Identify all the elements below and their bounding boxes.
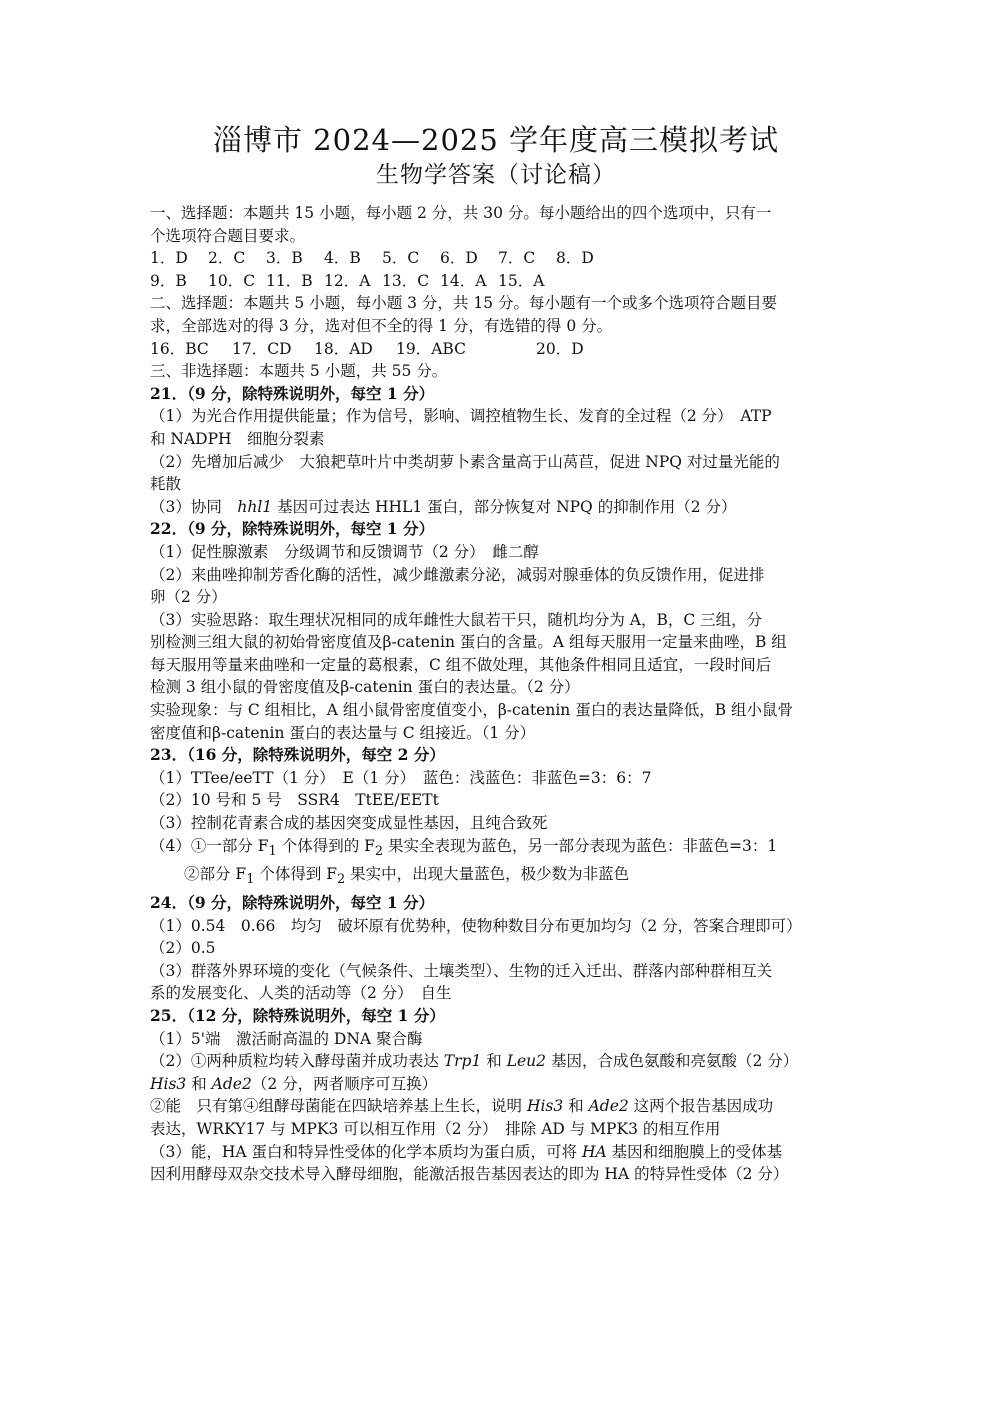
answer-19: 19．ABC [396, 339, 466, 358]
answer-12: 12．A [324, 271, 371, 290]
gene-name: Leu2 [506, 1052, 547, 1071]
mc-answers-row-2 [150, 270, 844, 293]
q22-part3-cont-3: 检测 3 组小鼠的骨密度值及β-catenin 蛋白的表达量。（2 分） [150, 678, 580, 697]
answer-17: 17．CD [232, 339, 292, 358]
q23-part2: （2）10 号和 5 号 SSR4 TtEE/EETt [150, 791, 439, 810]
q21-part3-post: 基因可过表达 HHL1 蛋白，部分恢复对 NPQ 的抑制作用（2 分） [272, 497, 737, 516]
answer-3: 3．B [266, 249, 303, 268]
mc-answers-row-1 [150, 247, 844, 270]
q23-part1: （1）TTee/eeTT（1 分） E（1 分） 蓝色：浅蓝色：非蓝色=3：6：7 [150, 768, 652, 787]
section1-heading-cont: 个选项符合题目要求。 [150, 226, 306, 245]
q24-part2: （2）0.5 [150, 939, 216, 958]
q22-part1: （1）促性腺激素 分级调节和反馈调节（2 分） 雌二醇 [150, 542, 539, 561]
q23-part3: （3）控制花青素合成的基因突变成显性基因，且纯合致死 [150, 814, 548, 833]
q23-part4b-text-a: ②部分 F [184, 865, 247, 884]
answer-7: 7．C [498, 249, 536, 268]
section3-heading: 三、非选择题：本题共 5 小题，共 55 分。 [150, 362, 448, 381]
gene-name: HA [581, 1142, 607, 1161]
answer-6: 6．D [440, 249, 478, 268]
q25-part2 [150, 1050, 844, 1073]
section2-heading: 二、选择题：本题共 5 小题，每小题 3 分，共 15 分。每小题有一个或多个选项符合题目要 [150, 294, 778, 313]
q23-part4-text-b: 个体得到的 F [276, 836, 375, 855]
subscript: 2 [374, 843, 384, 859]
gene-name: Trp1 [443, 1052, 482, 1071]
q23-part4 [150, 835, 844, 864]
q21-part3 [150, 496, 844, 519]
answer-20: 20．D [536, 339, 584, 358]
q25-part3-text-b: 基因和细胞膜上的受体基 [606, 1142, 783, 1161]
q25-part2-second-cont: 表达，WRKY17 与 MPK3 可以相互作用（2 分） 排除 AD 与 MPK3 的相互作用 [150, 1119, 721, 1138]
q21-part1: （1）为光合作用提供能量；作为信号，影响、调控植物生长、发育的全过程（2 分） ATP [150, 407, 772, 426]
q25-part2b-text-c: 这两个报告基因成功 [628, 1097, 774, 1116]
q23-heading: 23．（16 分，除特殊说明外，每空 2 分） [150, 745, 445, 765]
q24-part3-cont: 系的发展变化、人类的活动等（2 分） 自生 [150, 984, 452, 1003]
gene-name: Ade2 [588, 1097, 629, 1116]
gene-name: His3 [150, 1074, 187, 1093]
answer-10: 10．C [208, 271, 256, 290]
q25-part2-genes [150, 1073, 844, 1096]
q21-part1-cont: 和 NADPH 细胞分裂素 [150, 429, 325, 448]
q25-part3 [150, 1141, 844, 1164]
q23-part4-text-c: 果实全表现为蓝色，另一部分表现为蓝色：非蓝色=3：1 [383, 836, 778, 855]
q22-heading: 22．（9 分，除特殊说明外，每空 1 分） [150, 519, 435, 539]
answer-1: 1．D [150, 249, 188, 268]
q21-part2: （2）先增加后减少 大狼耙草叶片中类胡萝卜素含量高于山莴苣，促进 NPQ 对过量光能的 [150, 452, 780, 471]
q23-part4b-text-c: 果实中，出现大量蓝色，极少数为非蓝色 [345, 865, 630, 884]
q21-part2-cont: 耗散 [150, 475, 182, 494]
answer-18: 18．AD [314, 339, 373, 358]
q22-part2: （2）来曲唑抑制芳香化酶的活性，减少雌激素分泌，减弱对腺垂体的负反馈作用，促进排 [150, 565, 765, 584]
answer-body [150, 202, 844, 1186]
q25-part2b-text-a: ②能 只有第④组酵母菌能在四缺培养基上生长，说明 [150, 1097, 527, 1116]
subscript: 2 [337, 872, 346, 888]
q22-phenomenon-cont: 密度值和β-catenin 蛋白的表达量与 C 组接近。（1 分） [150, 723, 536, 742]
answer-5: 5．C [382, 249, 420, 268]
q25-part2-text-c: 基因，合成色氨酸和亮氨酸（2 分） [546, 1052, 799, 1071]
answer-8: 8．D [556, 249, 594, 268]
gene-name: Ade2 [211, 1074, 252, 1093]
answer-16: 16．BC [150, 339, 209, 358]
multi-answers-row [150, 338, 844, 361]
subscript: 1 [268, 843, 277, 859]
subscript: 1 [246, 872, 255, 888]
q23-part4-second [150, 863, 844, 892]
q22-part3-cont-2: 每天服用等量来曲唑和一定量的葛根素，C 组不做处理，其他条件相同且适宜，一段时间后 [150, 655, 772, 674]
q22-part2-cont: 卵（2 分） [150, 588, 227, 607]
answer-11: 11．B [266, 271, 313, 290]
page-subtitle: 生物学答案（讨论稿） [376, 162, 616, 188]
q22-part3-cont-1: 别检测三组大鼠的初始骨密度值及β-catenin 蛋白的含量。A 组每天服用一定量来曲唑，B 组 [150, 633, 787, 652]
q22-part3: （3）实验思路：取生理状况相同的成年雌性大鼠若干只，随机均分为 A，B，C 三组，分 [150, 610, 763, 629]
q21-part3-pre: （3）协同 [150, 497, 238, 516]
q21-heading: 21．（9 分，除特殊说明外，每空 1 分） [150, 383, 435, 403]
q25-part2-text-a: （2）①两种质粒均转入酵母菌并成功表达 [150, 1052, 444, 1071]
section1-heading: 一、选择题：本题共 15 小题，每小题 2 分，共 30 分。每小题给出的四个选项中，只有一 [150, 204, 772, 222]
gene-name: His3 [526, 1097, 564, 1116]
section2-heading-cont: 求，全部选对的得 3 分，选对但不全的得 1 分，有选错的得 0 分。 [150, 316, 613, 335]
answer-2: 2．C [208, 249, 246, 268]
answer-9: 9．B [150, 271, 187, 290]
q25-part1: （1）5'端 激活耐高温的 DNA 聚合酶 [150, 1029, 423, 1048]
page-title: 淄博市 2024—2025 学年度高三模拟考试 [212, 123, 780, 157]
answer-13: 13．C [382, 271, 430, 290]
answer-14: 14．A [440, 271, 487, 290]
gene-name: hhl1 [237, 497, 273, 516]
q25-part2-text-b: 和 [481, 1052, 507, 1071]
q25-part2-second [150, 1095, 844, 1118]
q25-part2-genes-text-b: （2 分，两者顺序可互换） [251, 1074, 438, 1093]
answer-4: 4．B [324, 249, 361, 268]
q25-part3-text-a: （3）能，HA 蛋白和特异性受体的化学本质均为蛋白质，可将 [150, 1142, 582, 1161]
q25-part2b-text-b: 和 [563, 1097, 589, 1116]
q23-part4b-text-b: 个体得到 F [254, 865, 338, 884]
q22-phenomenon: 实验现象：与 C 组相比，A 组小鼠骨密度值变小，β-catenin 蛋白的表达量降低，B 组小鼠骨 [150, 701, 794, 720]
q24-part1: （1）0.54 0.66 均匀 破坏原有优势种，使物种数目分布更加均匀（2 分，答案合理即可） [150, 916, 802, 935]
q25-heading: 25．（12 分，除特殊说明外，每空 1 分） [150, 1005, 445, 1025]
q25-part2-genes-text-a: 和 [186, 1074, 212, 1093]
q24-heading: 24．（9 分，除特殊说明外，每空 1 分） [150, 893, 435, 912]
q23-part4-text-a: （4）①一部分 F [150, 836, 269, 855]
answer-15: 15．A [498, 271, 545, 290]
q24-part3: （3）群落外界环境的变化（气候条件、土壤类型）、生物的迁入迁出、群落内部种群相互关 [150, 961, 773, 980]
q25-part3-cont: 因利用酵母双杂交技术导入酵母细胞，能激活报告基因表达的即为 HA 的特异性受体（2 分） [150, 1165, 789, 1184]
